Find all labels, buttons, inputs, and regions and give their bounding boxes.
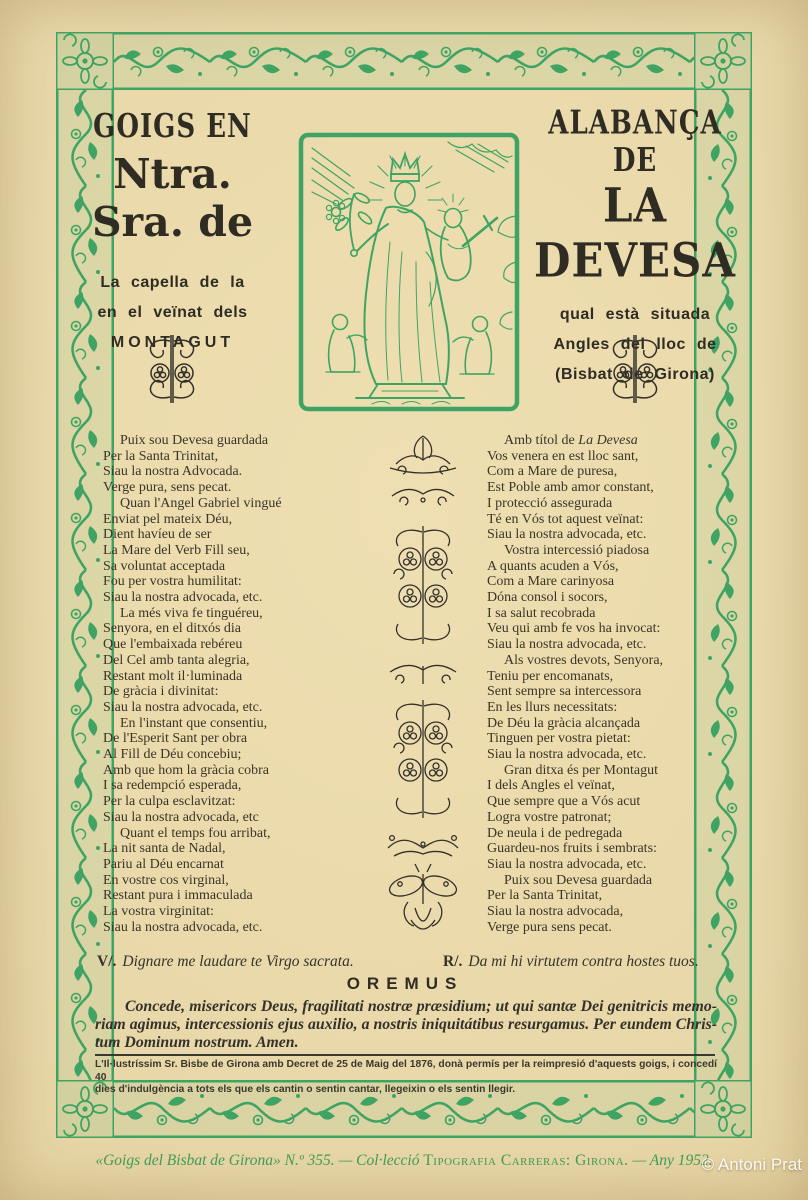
title-goigs-en: GOIGS EN [93,108,252,146]
verse-line: Té en Vós tot aquest veïnat: [487,511,644,527]
verse-line: Siau la nostra Advocada. [103,464,243,480]
text-line: Concede, misericors Deus, fragilitati nostræ præsidium; ut qui santæ Dei genitricis memo- [125,998,717,1015]
verse-line: Siau la nostra advocada, [487,904,624,920]
verse-line: Est Poble amb amor constant, [487,480,654,496]
verse-line: I sa salut recobrada [487,605,596,621]
verse-line: Com a Mare de puresa, [487,464,618,480]
verse-line: En les llurs necessitats: [487,699,618,715]
fleuron-right [603,333,667,405]
verse-line: Vostra intercessió piadosa [504,542,650,558]
verse-line: Pariu al Déu encarnat [103,856,224,872]
title-ntra-sra-de: Ntra. Sra. de [91,150,254,246]
imprint-series: «Goigs del Bisbat de Girona» N.º 355. — Col·lecció [95,1152,424,1169]
verse-line: Puix sou Devesa guardada [504,872,653,888]
verse-line: Enviat pel mateix Déu, [103,511,233,527]
fleuron-left [140,333,204,405]
verse-line: De gràcia i divinitat: [103,684,219,700]
verse-line: I sa redempció esperada, [103,778,242,794]
copyright-watermark: © Antoni Prat [701,1155,802,1174]
versicle-r-label: R/. [443,953,463,970]
header-left [80,108,265,358]
verse-line: De Déu la gràcia alcançada [487,715,641,731]
verse-line: Quant el temps fou arribat, [120,825,271,841]
imprint-year: — Any 1952. [628,1152,713,1169]
verse-line: Guardeu-nos fruits i sembrats: [487,841,657,857]
subtitle-right-2: Angles del lloc de [553,336,717,353]
verse-line: Verge pura, sens pecat. [103,480,232,496]
versicle-v-label: V/. [97,953,117,970]
verse-line: Que sempre que a Vós acut [487,794,641,810]
title-alabanca-de: ALABANÇA DE [548,104,722,180]
border-top-ornament [114,32,694,90]
verse-line: En vostre cos virginal, [103,872,229,888]
verse-line: De neula i de pedregada [487,825,623,841]
verse-line: Dóna consol i socors, [487,590,608,606]
subtitle-left-2: en el veïnat dels [97,304,248,321]
verse-line: Restant pura i immaculada [103,888,253,904]
center-ornament-column [384,434,462,939]
verse-line: Del Cel amb tanta alegria, [103,652,250,668]
verse-line: Veu qui amb fe vos ha invocat: [487,621,661,637]
imprint-line [0,1152,808,1170]
text-line: L'Il·lustríssim Sr. Bisbe de Girona amb Decret de 25 de Maig del 1876, donà permís per la reimpresió d'aquests goigs, i concedí 40 [95,1059,717,1083]
verse-column-left [103,433,385,936]
verse-line: Amb títol de La Devesa [504,433,638,448]
imprint-printer: Tipografia Carreras: Girona. [423,1152,629,1169]
verse-line: En l'instant que consentiu, [120,715,268,731]
verse-line: Siau la nostra advocada, etc. [487,747,647,763]
verse-line: Amb que hom la gràcia cobra [103,762,269,778]
verse-line: Restant molt il·luminada [103,668,243,684]
verse-line: I dels Angles el veïnat, [487,778,615,794]
verse-line: Vos venera en est lloc sant, [487,448,639,464]
verse-line: De l'Esperit Sant per obra [103,731,248,747]
verse-line: Logra vostre patronat; [487,809,612,825]
versicle-response-row [97,953,717,973]
verse-line: Dient havíeu de ser [103,527,212,543]
versicle-r-text: Da mi hi virtutem contra hostes tuos. [468,953,699,970]
title-la-devesa: LA DEVESA [534,178,736,288]
verse-line: Quan l'Angel Gabriel vingué [120,495,282,511]
text-line: tum Dominum nostrum. Amen. [95,1033,299,1051]
text-line: dies d'indulgència a tots els que els cantin o sentin cantar, llegeixin o els sentin llegir. [95,1084,516,1096]
border-corner-top-left [56,32,114,90]
verse-line: Sa voluntat acceptada [103,558,226,574]
verse-line: Tinguen per vostra pietat: [487,731,631,747]
verse-line: Verge pura sens pecat. [487,919,612,935]
verse-line: Per la Santa Trinitat, [103,448,219,464]
verse-line: La nit santa de Nadal, [103,841,226,857]
verse-line: Al Fill de Déu concebiu; [103,747,242,763]
verse-line: Siau la nostra advocada, etc. [487,637,647,653]
verse-line: Teniu per encomanats, [487,668,614,684]
verse-line: Com a Mare carinyosa [487,574,615,590]
subtitle-right-1: qual està situada [559,306,711,323]
verse-line: Per la Santa Trinitat, [487,888,603,904]
verse-line: Als vostres devots, Senyora, [504,652,664,668]
verse-line: Per la culpa esclavitzat: [103,794,236,810]
verse-line: Siau la nostra advocada, etc. [103,699,263,715]
versicle-r [443,953,699,971]
verse-line: La més viva fe tinguéreu, [120,605,263,621]
versicle-v [97,953,354,970]
verse-line: Puix sou Devesa guardada [120,433,269,448]
verse-line: Sent sempre sa intercessora [487,684,642,700]
versicle-v-text: Dignare me laudare te Virgo sacrata. [122,953,354,970]
indult-note [95,1059,717,1097]
subtitle-right-3: (Bisbat de Girona) [555,366,715,383]
subtitle-left-3: MONTAGUT [110,334,235,351]
verse-line: Siau la nostra advocada, etc. [103,919,263,935]
virgin-woodcut-image [298,132,520,412]
verse-line: Siau la nostra advocada, etc. [487,856,647,872]
verse-line: Gran ditxa és per Montagut [504,762,658,778]
divider-rule [95,1054,715,1056]
text-line: riam agimus, intercessionis ejus auxilio, a nostris iniquitátibus resurgamus. Per eundem Chris- [95,1015,717,1033]
verse-line: Que l'embaixada rebéreu [103,637,243,653]
verse-line: Siau la nostra advocada, etc. [487,527,647,543]
verse-line: La Mare del Verb Fill seu, [103,542,250,558]
verse-column-right [487,433,769,936]
verse-line: I protecció assegurada [487,495,613,511]
prayer-paragraph [95,998,717,1051]
oremus-heading: OREMUS [346,974,464,993]
verse-line: Siau la nostra advocada, etc. [103,590,263,606]
verse-line: A quants acuden a Vós, [487,558,619,574]
verse-line: Fou per vostra humilitat: [103,574,242,590]
verse-line: Siau la nostra advocada, etc [103,809,259,825]
subtitle-left-1: La capella de la [100,274,245,291]
verse-line: La vostra virginitat: [103,904,214,920]
border-corner-top-right [694,32,752,90]
verse-line: Senyora, en el ditxós dia [103,621,242,637]
